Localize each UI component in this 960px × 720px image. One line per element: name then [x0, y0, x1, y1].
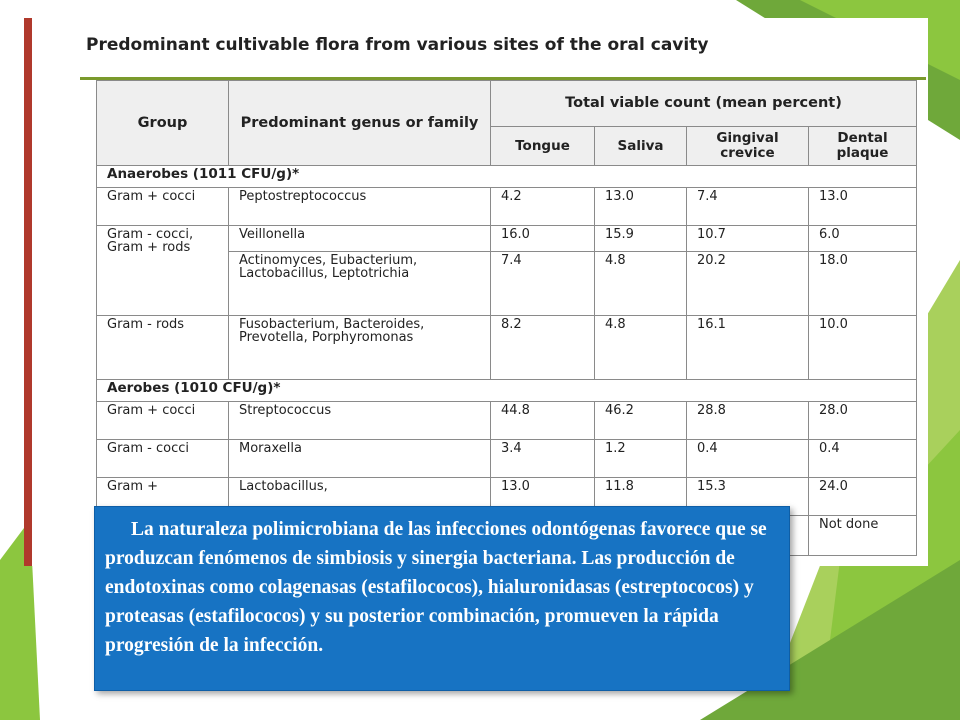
- cell-group: Gram +: [97, 478, 229, 516]
- cell-value: 4.8: [595, 316, 687, 380]
- cell-value: 28.0: [809, 402, 917, 440]
- explanation-text: La naturaleza polimicrobiana de las infecciones odontógenas favorece que se produzcan fenómenos de simbiosis y sinergia bacteriana. Las producción de endotoxinas como colagenasas (estafilococos), hialuronidasas (estreptococos) y proteasas (estafilococos) y su posterior combinación, promueven la rápida progresión de la infección.: [105, 519, 767, 656]
- cell-value: 7.4: [491, 252, 595, 316]
- header-plaque: Dental plaque: [809, 127, 917, 166]
- cell-value: 0.4: [687, 440, 809, 478]
- cell-value: 6.0: [809, 226, 917, 252]
- table-row: [97, 440, 917, 478]
- cell-value: 7.4: [687, 188, 809, 226]
- table-row: [97, 316, 917, 380]
- cell-genus: Veillonella: [229, 226, 491, 252]
- cell-value: 20.2: [687, 252, 809, 316]
- embedded-table-image: [32, 18, 928, 566]
- header-group: Group: [97, 81, 229, 166]
- header-gingival: Gingival crevice: [687, 127, 809, 166]
- cell-value: 10.7: [687, 226, 809, 252]
- cell-value: 0.4: [809, 440, 917, 478]
- header-genus: Predominant genus or family: [229, 81, 491, 166]
- section-anaerobes: Anaerobes (1011 CFU/g)*: [97, 166, 917, 188]
- cell-genus: Lactobacillus,: [229, 478, 491, 516]
- cell-value: 28.8: [687, 402, 809, 440]
- cell-value: 13.0: [809, 188, 917, 226]
- cell-genus: Moraxella: [229, 440, 491, 478]
- image-left-border: [24, 18, 32, 566]
- cell-genus: Streptococcus: [229, 402, 491, 440]
- cell-value: Not done: [809, 516, 917, 556]
- cell-value: 15.9: [595, 226, 687, 252]
- table-row: [97, 226, 917, 252]
- section-aerobes: Aerobes (1010 CFU/g)*: [97, 380, 917, 402]
- header-tongue: Tongue: [491, 127, 595, 166]
- cell-value: 1.2: [595, 440, 687, 478]
- cell-value: 13.0: [595, 188, 687, 226]
- cell-value: 4.2: [491, 188, 595, 226]
- cell-value: 46.2: [595, 402, 687, 440]
- table-row: [97, 188, 917, 226]
- cell-value: 3.4: [491, 440, 595, 478]
- cell-value: 8.2: [491, 316, 595, 380]
- cell-genus: Fusobacterium, Bacteroides, Prevotella, Porphyromonas: [229, 316, 491, 380]
- cell-genus: Actinomyces, Eubacterium, Lactobacillus, Leptotrichia: [229, 252, 491, 316]
- table-title: Predominant cultivable flora from various sites of the oral cavity: [86, 35, 709, 55]
- explanation-textbox: [94, 506, 790, 691]
- cell-value: 13.0: [491, 478, 595, 516]
- cell-genus: Peptostreptococcus: [229, 188, 491, 226]
- cell-value: 18.0: [809, 252, 917, 316]
- cell-value: 4.8: [595, 252, 687, 316]
- cell-value: 16.1: [687, 316, 809, 380]
- cell-group: Gram + cocci: [97, 188, 229, 226]
- cell-group: Gram - rods: [97, 316, 229, 380]
- flora-table: [96, 80, 917, 556]
- cell-value: 10.0: [809, 316, 917, 380]
- cell-group: Gram + cocci: [97, 402, 229, 440]
- header-saliva: Saliva: [595, 127, 687, 166]
- cell-value: 16.0: [491, 226, 595, 252]
- header-total: Total viable count (mean percent): [491, 81, 917, 127]
- cell-group: Gram - cocci: [97, 440, 229, 478]
- cell-value: 24.0: [809, 478, 917, 516]
- table-row: [97, 402, 917, 440]
- cell-value: 15.3: [687, 478, 809, 516]
- cell-value: 44.8: [491, 402, 595, 440]
- cell-group: Gram - cocci, Gram + rods: [97, 226, 229, 316]
- cell-value: 11.8: [595, 478, 687, 516]
